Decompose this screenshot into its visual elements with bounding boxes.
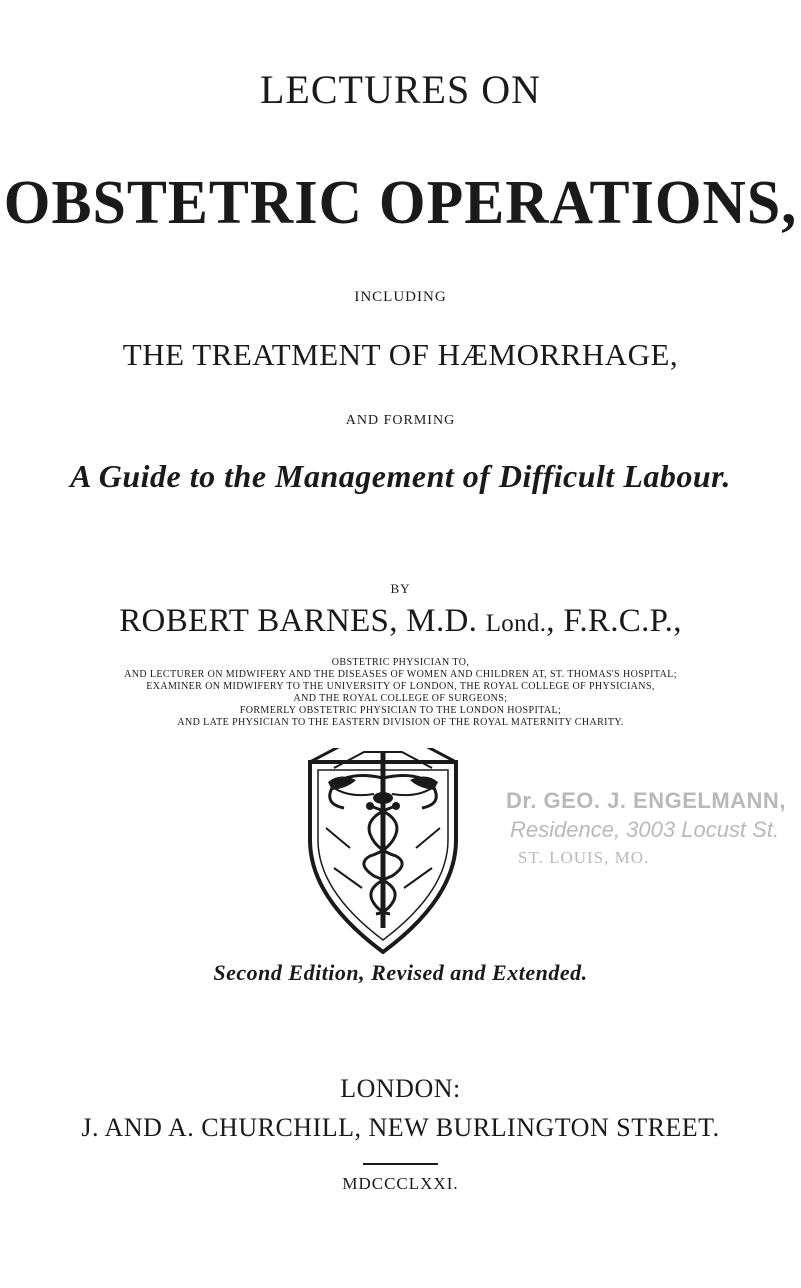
title-line-1: LECTURES ON bbox=[260, 67, 541, 112]
ownership-stamp-line-2: Residence, 3003 Locust St. bbox=[510, 817, 780, 842]
caduceus-emblem-icon bbox=[304, 748, 462, 954]
divider-rule bbox=[363, 1163, 438, 1165]
ownership-stamp-line-3: ST. LOUIS, MO. bbox=[518, 848, 650, 867]
publisher-line: J. AND A. CHURCHILL, NEW BURLINGTON STREET. bbox=[81, 1113, 720, 1142]
author-name: ROBERT BARNES, M.D. bbox=[119, 603, 486, 639]
by-text: BY bbox=[390, 581, 411, 596]
ownership-stamp-line-1: Dr. GEO. J. ENGELMANN, bbox=[506, 788, 786, 813]
main-title: OBSTETRIC OPERATIONS, bbox=[3, 167, 798, 237]
credential-line: FORMERLY OBSTETRIC PHYSICIAN TO THE LONDON HOSPITAL; bbox=[239, 705, 562, 716]
subtitle-treatment: THE TREATMENT OF HÆMORRHAGE, bbox=[122, 337, 679, 372]
credential-line: EXAMINER ON MIDWIFERY TO THE UNIVERSITY OF LONDON, THE ROYAL COLLEGE OF PHYSICIANS, bbox=[146, 681, 655, 692]
author-line bbox=[0, 603, 801, 640]
credential-line: OBSTETRIC PHYSICIAN TO, bbox=[331, 657, 470, 668]
author-fellowship: , F.R.C.P., bbox=[546, 603, 682, 639]
publication-date: MDCCCLXXI. bbox=[342, 1174, 459, 1193]
place-of-publication: LONDON: bbox=[340, 1074, 461, 1103]
and-forming-text: AND FORMING bbox=[345, 413, 456, 428]
subtitle-guide: A Guide to the Management of Difficult Labour. bbox=[70, 458, 731, 494]
edition-text: Second Edition, Revised and Extended. bbox=[213, 960, 588, 985]
including-text: INCLUDING bbox=[354, 289, 447, 305]
credential-line: AND LATE PHYSICIAN TO THE EASTERN DIVISION OF THE ROYAL MATERNITY CHARITY. bbox=[177, 717, 624, 728]
credential-line: AND LECTURER ON MIDWIFERY AND THE DISEASES OF WOMEN AND CHILDREN AT, ST. THOMAS'S HOSPITAL; bbox=[124, 669, 677, 680]
credential-line: AND THE ROYAL COLLEGE OF SURGEONS; bbox=[293, 693, 508, 704]
author-degree: Lond. bbox=[485, 610, 547, 637]
